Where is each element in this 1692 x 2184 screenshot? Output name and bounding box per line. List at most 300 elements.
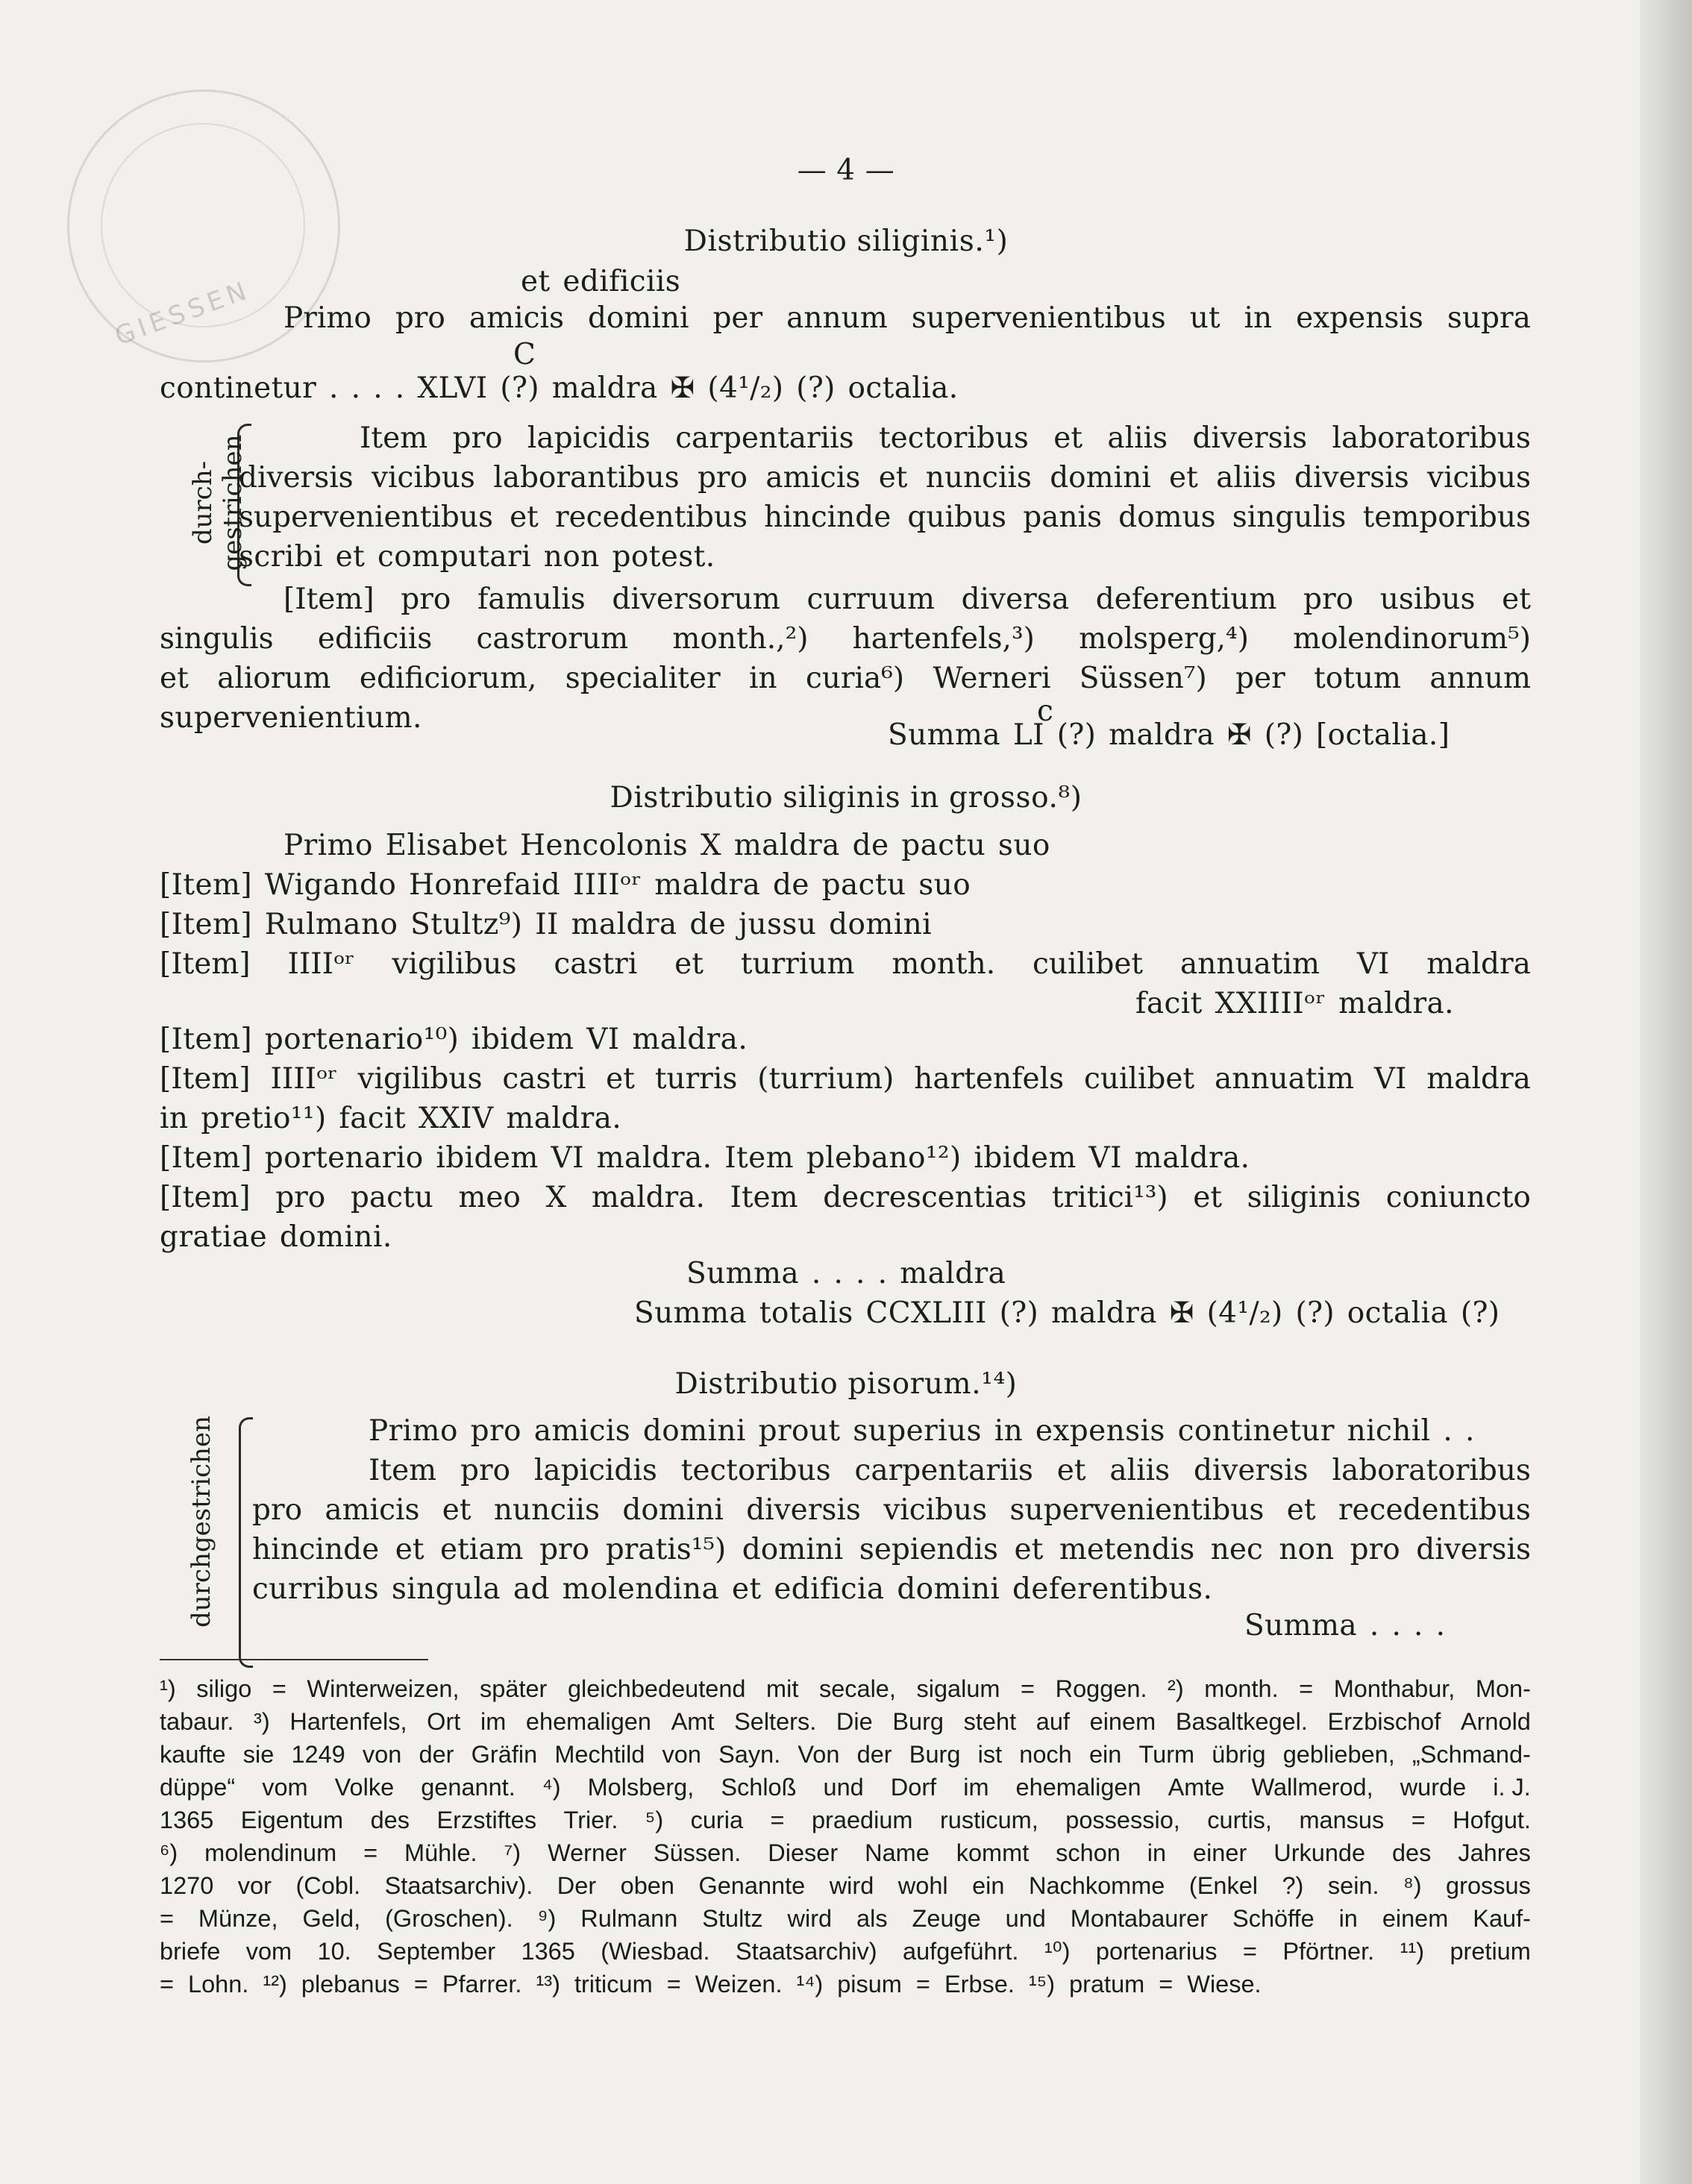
word: pro — [539, 1533, 590, 1566]
footnote-word: genannt. — [421, 1774, 516, 1801]
word: pro — [252, 1493, 303, 1527]
footnote-word: „Schmand- — [1411, 1741, 1531, 1768]
footnote-word: secale, — [818, 1675, 896, 1702]
section-title-pisorum: Distributio pisorum.¹⁴) — [674, 1367, 1018, 1401]
text-line: [Item] Wigando Honrefaid IIIIᵒʳ maldra de pactu suo — [160, 868, 971, 902]
footnote-word: Eigentum — [240, 1807, 344, 1833]
footnote-word: Roggen. — [1055, 1675, 1147, 1702]
footnote-word: ¹¹) — [1400, 1938, 1425, 1965]
word: domini — [587, 301, 689, 335]
word: pro — [1350, 1533, 1400, 1566]
footnote-word: der — [419, 1741, 454, 1768]
footnote-word: i. J. — [1493, 1774, 1531, 1801]
word: aliis — [1109, 1454, 1171, 1487]
text-line: gratiae domini. — [160, 1220, 392, 1254]
footnote-word: Kauf- — [1473, 1905, 1531, 1932]
word: curruum — [806, 583, 935, 616]
footnote-word: = — [1159, 1971, 1188, 1998]
text-line: [Item] portenario ibidem VI maldra. Item plebano¹²) ibidem VI maldra. — [160, 1141, 1250, 1175]
footnote-word: ⁵) — [645, 1807, 664, 1833]
word: laboratoribus — [1332, 1454, 1531, 1487]
word: famulis — [477, 583, 586, 616]
word: edificiis — [317, 622, 433, 656]
word: et — [1056, 1454, 1086, 1487]
word: siliginis — [1247, 1181, 1362, 1214]
footnote-word: pisum — [837, 1971, 916, 1998]
word: castrorum — [476, 622, 629, 656]
footnote-word: ein — [1088, 1741, 1122, 1768]
word: ut — [1189, 301, 1221, 335]
footnote-word: tabaur. — [160, 1708, 234, 1735]
word: hincinde — [252, 1533, 380, 1566]
footnote-line — [160, 1804, 1531, 1836]
footnote-word: Turm — [1138, 1741, 1195, 1768]
word: per — [1235, 662, 1285, 695]
footnote-word: = — [666, 1971, 695, 1998]
footnote-word: Jahres — [1458, 1839, 1531, 1866]
footnote-word: Staatsarchiv). — [384, 1872, 533, 1899]
footnote-word: Staatsarchiv) — [735, 1938, 877, 1965]
word: in — [749, 662, 777, 695]
footnote-line — [160, 1836, 1531, 1869]
word: totum — [1314, 662, 1402, 695]
word: hartenfels,³) — [852, 622, 1035, 656]
footnote-word: = — [770, 1807, 785, 1833]
struck-text-line — [239, 500, 1531, 536]
footnote-line — [160, 1771, 1531, 1804]
summa-line: Summa . . . . maldra — [686, 1257, 1006, 1290]
footnote-word: grossus — [1446, 1872, 1531, 1899]
word: domini — [1050, 461, 1151, 495]
word: et — [878, 461, 908, 495]
footnote-word: in — [1338, 1905, 1358, 1932]
struck-text-line: curribus singula ad molendina et edificia domini deferentibus. — [252, 1572, 1213, 1606]
footnote-word: Rulmann — [580, 1905, 678, 1932]
interlinear-insertion: et edificiis — [521, 265, 681, 298]
word: nunciis — [925, 461, 1032, 495]
footnote-word: 1270 — [160, 1872, 214, 1899]
word: et — [510, 501, 539, 534]
footnote-word: einer — [1193, 1839, 1247, 1866]
word: pro — [395, 301, 445, 335]
footnote-word: Erzstiftes — [436, 1807, 537, 1833]
word: metendis — [1059, 1533, 1195, 1566]
footnote-word: (Cobl. — [295, 1872, 361, 1899]
footnote-word: ¹²) — [263, 1971, 301, 1998]
word: domini — [742, 1533, 844, 1566]
word: et — [1193, 1181, 1223, 1214]
footnote-word: Erbse. — [944, 1971, 1029, 1998]
word: supervenientibus — [1009, 1493, 1265, 1527]
word: decrescentias — [823, 1181, 1027, 1214]
footnote-word: einem — [1382, 1905, 1449, 1932]
footnote-word: (Enkel — [1188, 1872, 1258, 1899]
word: IIIIᵒʳ — [270, 1062, 338, 1096]
footnote-word: portenarius — [1095, 1938, 1218, 1965]
word: diversis — [239, 461, 354, 495]
word: pactu — [350, 1181, 433, 1214]
footnote-word: Volke — [334, 1774, 395, 1801]
footnote-line — [160, 1902, 1531, 1935]
footnote-word: sie — [242, 1741, 275, 1768]
footnote-word: Winterweizen, — [307, 1675, 460, 1702]
footnote-word: ¹⁰) — [1044, 1938, 1071, 1965]
footnote-word: month. — [1204, 1675, 1279, 1702]
word: domus — [1118, 501, 1216, 534]
word: castri — [554, 947, 638, 981]
word: expensis — [1296, 301, 1423, 335]
footnote-word: ?) — [1282, 1872, 1304, 1899]
footnote-word: Stultz — [702, 1905, 763, 1932]
margin-note-line: durch- — [188, 460, 218, 545]
footnote-word: pretium — [1450, 1938, 1531, 1965]
footnote-word: ⁶) — [160, 1839, 178, 1866]
footnote-word: im — [480, 1708, 507, 1735]
section-title-siliginis: Distributio siliginis.¹) — [683, 225, 1009, 258]
page-number: — 4 — — [797, 154, 895, 187]
footnote-word: Name — [865, 1839, 930, 1866]
footnote-word: und — [823, 1774, 864, 1801]
word: amicis — [765, 461, 861, 495]
struck-text-line — [360, 421, 1531, 456]
footnote-word: düppe“ — [160, 1774, 236, 1801]
word: supra — [1447, 301, 1531, 335]
word: recedentibus — [554, 501, 748, 534]
footnote-word: (Groschen). — [385, 1905, 513, 1932]
text-line: [Item] portenario¹⁰) ibidem VI maldra. — [160, 1023, 748, 1056]
footnote-word: Hofgut. — [1453, 1807, 1531, 1833]
footnote-word: Mon- — [1475, 1675, 1531, 1702]
footnote-word: 10. — [317, 1938, 351, 1965]
footnote-word: einem — [1089, 1708, 1156, 1735]
footnote-word: rusticum, — [939, 1807, 1038, 1833]
footnote-word: gleichbedeutend — [567, 1675, 746, 1702]
word: pro — [452, 421, 503, 455]
footnote-line — [160, 1869, 1531, 1902]
footnote-word: curtis, — [1207, 1807, 1272, 1833]
footnote-word: sein. — [1327, 1872, 1379, 1899]
footnote-word: Burg — [909, 1741, 961, 1768]
footnote-word: sigalum — [916, 1675, 1000, 1702]
summa-total-line: Summa totalis CCXLIII (?) maldra ✠ (4¹/₂) (?) octalia (?) — [634, 1296, 1500, 1330]
footnote-word: (Wiesbad. — [601, 1938, 710, 1965]
footnote-word: im — [963, 1774, 989, 1801]
word: coniuncto — [1385, 1181, 1531, 1214]
word: IIIIᵒʳ — [287, 947, 355, 981]
word: recedentibus — [1338, 1493, 1531, 1527]
footnote-word: possessio, — [1065, 1807, 1180, 1833]
footnote-word: und — [1005, 1905, 1046, 1932]
word: nec — [1210, 1533, 1263, 1566]
footnote-word: curia — [690, 1807, 744, 1833]
footnote-word: Monthabur, — [1333, 1675, 1456, 1702]
word: temporibus — [1362, 501, 1531, 534]
footnote-word: Lohn. — [188, 1971, 263, 1998]
interlinear-insertion: c — [1037, 694, 1054, 728]
footnote-word: = — [1411, 1807, 1426, 1833]
word: aliis — [1107, 421, 1168, 455]
footnote-word: wird — [787, 1905, 833, 1932]
margin-note-line: gestrichen — [218, 434, 248, 571]
footnote-word: plebanus — [301, 1971, 414, 1998]
text-line — [160, 947, 1531, 982]
word: et — [442, 1493, 471, 1527]
word: et — [160, 662, 189, 695]
word: specialiter — [565, 662, 721, 695]
text-line: continetur . . . . XLVI (?) maldra ✠ (4¹/₂) (?) octalia. — [160, 371, 959, 405]
word: nunciis — [493, 1493, 601, 1527]
word: annuatim — [1214, 1062, 1354, 1096]
word: supervenientibus — [239, 501, 493, 534]
text-line — [160, 621, 1531, 657]
word: annum — [786, 301, 888, 335]
footnote-word: ein — [972, 1872, 1005, 1899]
footnote-word: Pförtner. — [1282, 1938, 1375, 1965]
footnote-word: ⁴) — [542, 1774, 561, 1801]
word: maldra — [1426, 947, 1531, 981]
text-line: Primo Elisabet Hencolonis X maldra de pactu suo — [283, 829, 1050, 862]
word: laboratoribus — [1332, 421, 1531, 455]
word: pro — [460, 1454, 511, 1487]
footnote-rule — [160, 1659, 428, 1660]
footnote-word: kommt — [956, 1839, 1030, 1866]
footnote-word: auf — [1035, 1708, 1070, 1735]
footnote-word: vom — [245, 1938, 292, 1965]
word: et — [1286, 1493, 1316, 1527]
footnote-word: siligo — [196, 1675, 252, 1702]
footnote-word: wurde — [1400, 1774, 1467, 1801]
footnote-word: Weizen. — [695, 1971, 797, 1998]
word: Werneri — [933, 662, 1051, 695]
word: sepiendis — [859, 1533, 998, 1566]
text-line — [283, 582, 1531, 618]
word: per — [712, 301, 763, 335]
footnote-word: 1365 — [160, 1807, 214, 1833]
footnote-word: Der — [557, 1872, 597, 1899]
footnote-word: ¹⁴) — [796, 1971, 838, 1998]
footnote-word: Werner — [548, 1839, 627, 1866]
footnote-word: übrig — [1212, 1741, 1266, 1768]
footnote-word: in — [1147, 1839, 1167, 1866]
footnote-word: Molsberg, — [587, 1774, 695, 1801]
footnote-word: Arnold — [1460, 1708, 1531, 1735]
word: month.,²) — [672, 622, 809, 656]
word: [Item] — [160, 947, 251, 981]
word: panis — [1023, 501, 1103, 534]
word: diversorum — [612, 583, 780, 616]
footnote-word: des — [1391, 1839, 1432, 1866]
word: quibus — [907, 501, 1007, 534]
word: etiam — [440, 1533, 524, 1566]
text-line: [Item] Rulmano Stultz⁹) II maldra de jussu domini — [160, 908, 933, 941]
text-line: facit XXIIIIᵒʳ maldra. — [1135, 987, 1454, 1020]
footnote-word: Pfarrer. — [442, 1971, 536, 1998]
footnote-word: ehemaligen — [1015, 1774, 1141, 1801]
word: tectoribus — [878, 421, 1029, 455]
word: lapicidis — [527, 421, 651, 455]
footnote-word: Wiese. — [1187, 1971, 1262, 1998]
word: et — [1169, 461, 1198, 495]
word: et — [1014, 1533, 1044, 1566]
footnote-word: Dieser — [768, 1839, 839, 1866]
footnote-word: = — [1021, 1675, 1035, 1702]
word: et — [1053, 421, 1083, 455]
footnote-word: oben — [620, 1872, 674, 1899]
footnote-word: ⁹) — [537, 1905, 557, 1932]
word: diversis — [1416, 1533, 1531, 1566]
word: singulis — [160, 622, 274, 656]
footnote-word: Mühle. — [404, 1839, 477, 1866]
footnote-word: Von — [798, 1741, 840, 1768]
word: molsperg,⁴) — [1079, 622, 1249, 656]
word: vicibus — [883, 1493, 988, 1527]
word: molendinorum⁵) — [1293, 622, 1531, 656]
word: usibus — [1379, 583, 1476, 616]
footnote-word: Münze, — [198, 1905, 278, 1932]
footnote-line — [160, 1672, 1531, 1705]
word: X — [545, 1181, 567, 1214]
footnote-word: als — [856, 1905, 888, 1932]
footnote-word: = — [1242, 1938, 1257, 1965]
footnote-word: Trier. — [563, 1807, 618, 1833]
word: meo — [458, 1181, 521, 1214]
word: pro — [275, 1181, 326, 1214]
word: annuatim — [1179, 947, 1320, 981]
brace — [239, 1417, 253, 1668]
struck-text-line — [239, 460, 1531, 496]
footnote-word: Sayn. — [718, 1741, 781, 1768]
footnote-word: pratum — [1069, 1971, 1159, 1998]
footnote-word: ¹⁵) — [1028, 1971, 1070, 1998]
word: turris — [654, 1062, 738, 1096]
word: VI — [1356, 947, 1390, 981]
word: maldra — [1426, 1062, 1531, 1096]
footnote-word: ³) — [254, 1708, 270, 1735]
footnote-word: ²) — [1168, 1675, 1184, 1702]
footnote-word: Schloß — [721, 1774, 797, 1801]
word: tritici¹³) — [1051, 1181, 1168, 1214]
footnote-word: = — [160, 1971, 189, 1998]
word: maldra. — [591, 1181, 705, 1214]
margin-note-struck: durchgestrichen — [187, 1416, 216, 1628]
word: hincinde — [764, 501, 892, 534]
word: Item — [369, 1454, 437, 1487]
word: pro — [697, 461, 748, 495]
word: aliorum — [217, 662, 331, 695]
word: et — [1502, 583, 1531, 616]
footnote-word: mit — [766, 1675, 799, 1702]
library-stamp-text: GIESSEN — [110, 274, 255, 352]
footnote-word: ⁸) — [1403, 1872, 1422, 1899]
footnote-word: der — [856, 1741, 892, 1768]
word: vicibus — [1427, 461, 1531, 495]
footnote-word: vor — [237, 1872, 272, 1899]
word: diversis — [1192, 421, 1308, 455]
footnote-word: ehemaligen — [525, 1708, 651, 1735]
struck-text-line: scribi et computari non potest. — [239, 540, 715, 574]
footnote-word: von — [362, 1741, 402, 1768]
text-line — [283, 301, 1531, 336]
page-edge — [1640, 0, 1692, 2184]
word: lapicidis — [533, 1454, 657, 1487]
word: month. — [892, 947, 996, 981]
footnote-word: 1249 — [291, 1741, 345, 1768]
word: diversis — [1193, 1454, 1309, 1487]
word: amicis — [325, 1493, 420, 1527]
word: diversis — [1294, 461, 1409, 495]
word: turrium — [740, 947, 855, 981]
interlinear-insertion: C — [513, 338, 536, 371]
section-title-grosso: Distributio siliginis in grosso.⁸) — [610, 781, 1082, 815]
footnote-word: Ort — [427, 1708, 461, 1735]
word: pratis¹⁵) — [605, 1533, 727, 1566]
word: [Item] — [160, 1181, 251, 1214]
word: cuilibet — [1084, 1062, 1195, 1096]
summa-line: Summa . . . . — [1244, 1609, 1446, 1642]
struck-text-line: Primo pro amicis domini prout superius in expensis continetur nichil . . — [369, 1414, 1475, 1448]
word: annum — [1429, 662, 1531, 695]
footnote-word: Erzbischof — [1327, 1708, 1441, 1735]
footnote-word: später — [480, 1675, 548, 1702]
footnote-word: Montabaurer — [1070, 1905, 1209, 1932]
footnote-word: Amte — [1168, 1774, 1225, 1801]
footnote-word: = — [160, 1905, 174, 1932]
text-line — [160, 1061, 1531, 1097]
word: laborantibus — [493, 461, 680, 495]
footnote-word: ⁷) — [504, 1839, 521, 1866]
word: vigilibus — [357, 1062, 483, 1096]
word: castri — [502, 1062, 586, 1096]
footnote-word: September — [377, 1938, 496, 1965]
footnote-word: = — [915, 1971, 944, 1998]
word: in — [1244, 301, 1273, 335]
footnote-word: Urkunde — [1273, 1839, 1366, 1866]
word: cuilibet — [1033, 947, 1144, 981]
word: non — [1279, 1533, 1335, 1566]
footnote-word: = — [272, 1675, 286, 1702]
word: vicibus — [372, 461, 475, 495]
footnote-word: = — [363, 1839, 378, 1866]
word: vigilibus — [392, 947, 517, 981]
footnote-word: Burg — [892, 1708, 944, 1735]
word: Item — [360, 421, 428, 455]
footnote-word: Amt — [671, 1708, 715, 1735]
footnote-word: Zeuge — [912, 1905, 981, 1932]
footnote-word: aufgeführt. — [903, 1938, 1019, 1965]
footnote-word: vom — [262, 1774, 308, 1801]
struck-text-line — [252, 1532, 1531, 1568]
footnote-word: Schöffe — [1232, 1905, 1315, 1932]
word: curia⁶) — [805, 662, 905, 695]
word: et — [606, 1062, 635, 1096]
footnote-word: ist — [977, 1741, 1003, 1768]
footnote-word: von — [662, 1741, 701, 1768]
word: [Item] — [160, 1062, 251, 1096]
struck-text-line — [252, 1493, 1531, 1528]
word: deferentium — [1095, 583, 1277, 616]
footnote-word: ¹) — [160, 1675, 176, 1702]
footnote-word: schon — [1056, 1839, 1121, 1866]
footnote-word: steht — [963, 1708, 1017, 1735]
footnote-word: noch — [1019, 1741, 1072, 1768]
word: et — [395, 1533, 424, 1566]
word: aliis — [1216, 461, 1276, 495]
footnote-word: Nachkomme — [1028, 1872, 1165, 1899]
footnote-word: Mechtild — [554, 1741, 645, 1768]
footnote-word: wohl — [897, 1872, 948, 1899]
footnote-word: Gräfin — [471, 1741, 538, 1768]
footnote-word: des — [370, 1807, 410, 1833]
